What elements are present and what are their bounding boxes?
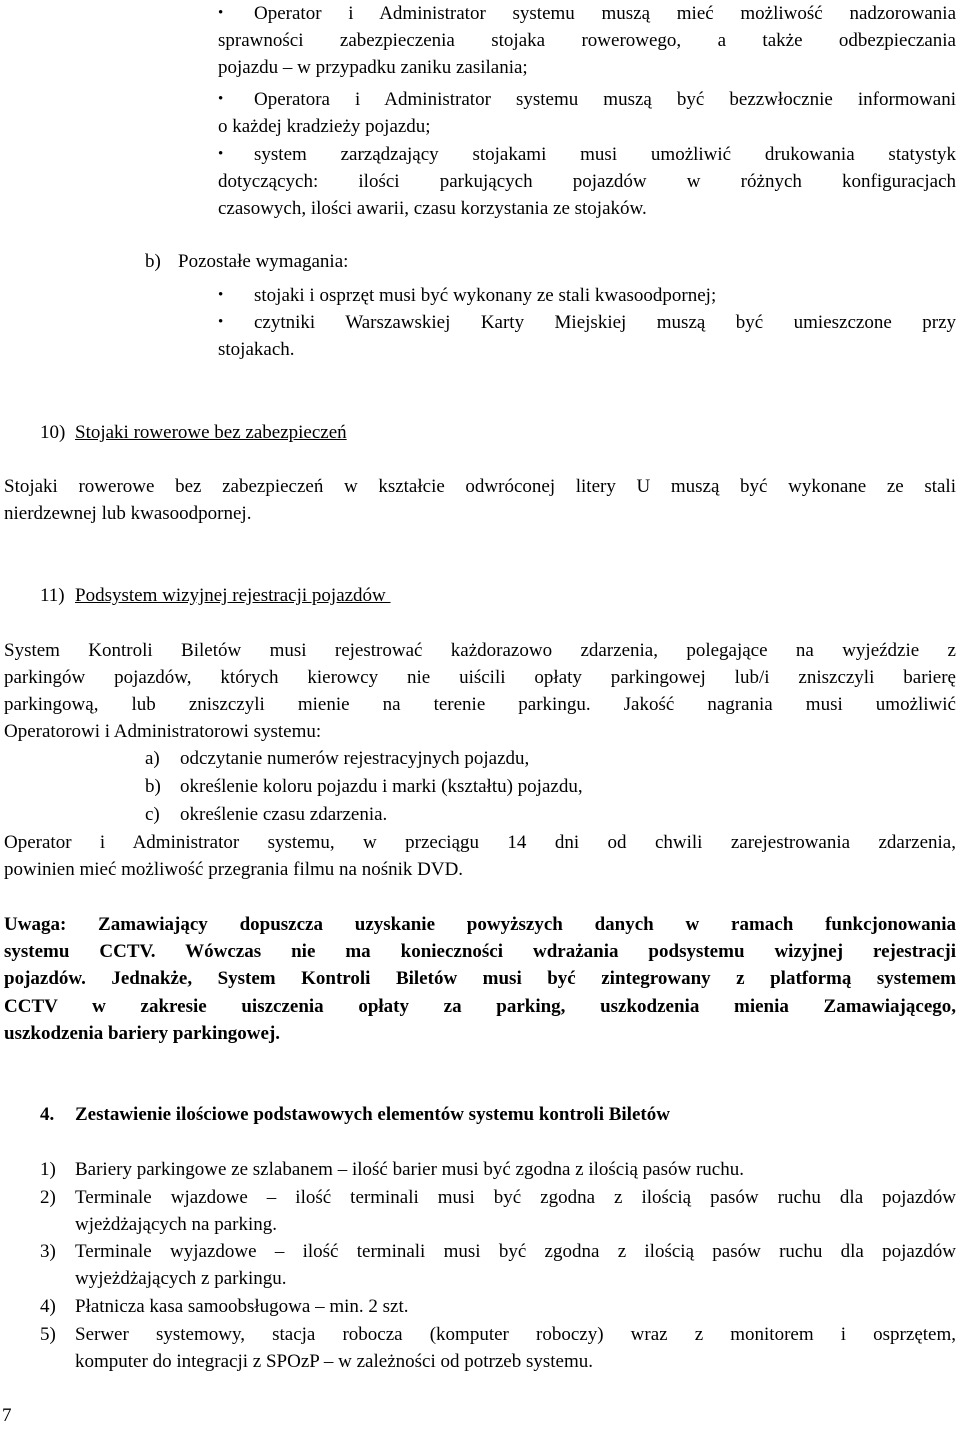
bullet-3-line-1: system zarządzający stojakami musi umożliwić drukowania statystyk — [254, 144, 956, 165]
s4-item-3-marker: 3) — [40, 1241, 56, 1262]
s4-item-2-marker: 2) — [40, 1187, 56, 1208]
bullet-3: • — [218, 146, 224, 162]
s4-item-2-line-1: Terminale wjazdowe – ilość terminali musi być zgodna z ilością pasów ruchu dla pojazdów — [75, 1187, 956, 1208]
s11-para1-line-3: parkingową, lub zniszczyli mienie na terenie parkingu. Jakość nagrania musi umożliwić — [4, 694, 956, 715]
s4-item-5-marker: 5) — [40, 1324, 56, 1345]
bullet-2-line-2: o każdej kradzieży pojazdu; — [218, 116, 431, 137]
b-bullet-1-line-1: stojaki i osprzęt musi być wykonany ze stali kwasoodpornej; — [254, 285, 717, 306]
s11-list-a-text: odczytanie numerów rejestracyjnych pojazdu, — [180, 748, 530, 769]
s11-note-line-1: Uwaga: Zamawiający dopuszcza uzyskanie powyższych danych w ramach funkcjonowania — [4, 914, 956, 935]
section-10-line-1: Stojaki rowerowe bez zabezpieczeń w kształcie odwróconej litery U muszą być wykonane ze stali — [4, 476, 956, 497]
s11-para2-line-1: Operator i Administrator systemu, w przeciągu 14 dni od chwili zarejestrowania zdarzenia, — [4, 832, 956, 853]
s11-para1-line-2: parkingów pojazdów, których kierowcy nie uiścili opłaty parkingowej lub/i zniszczyli barierę — [4, 667, 956, 688]
b-bullet-2-line-1: czytniki Warszawskiej Karty Miejskiej muszą być umieszczone przy — [254, 312, 956, 333]
s4-item-4-line-1: Płatnicza kasa samoobsługowa – min. 2 szt. — [75, 1296, 409, 1317]
section-b-marker: b) — [145, 251, 161, 272]
section-11-title: Podsystem wizyjnej rejestracji pojazdów — [75, 585, 391, 606]
s11-list-b-text: określenie koloru pojazdu i marki (kształtu) pojazdu, — [180, 776, 583, 797]
s11-note-line-2: systemu CCTV. Wówczas nie ma konieczności wdrażania podsystemu wizyjnej rejestracji — [4, 941, 956, 962]
s4-item-2-line-2: wjeżdżających na parking. — [75, 1214, 278, 1235]
page-number: 7 — [2, 1405, 12, 1426]
s11-para1-line-4: Operatorowi i Administratorowi systemu: — [4, 721, 322, 742]
bullet-3-line-2: dotyczących: ilości parkujących pojazdów w różnych konfiguracjach — [218, 171, 956, 192]
bullet-2-line-1: Operatora i Administrator systemu muszą być bezzwłocznie informowani — [254, 89, 956, 110]
bullet-1: • — [218, 5, 224, 21]
s4-item-1-marker: 1) — [40, 1159, 56, 1180]
s11-para1-line-1: System Kontroli Biletów musi rejestrować każdorazowo zdarzenia, polegające na wyjeździe z — [4, 640, 956, 661]
s11-note-line-3: pojazdów. Jednakże, System Kontroli Biletów musi być zintegrowany z platformą systemem — [4, 968, 956, 989]
s11-list-a-marker: a) — [145, 748, 160, 769]
section-10-title: Stojaki rowerowe bez zabezpieczeń — [75, 422, 347, 443]
bullet-1-line-2: sprawności zabezpieczenia stojaka rowerowego, a także odbezpieczania — [218, 30, 956, 51]
s4-item-4-marker: 4) — [40, 1296, 56, 1317]
bullet-1-line-3: pojazdu – w przypadku zaniku zasilania; — [218, 57, 528, 78]
section-b-title: Pozostałe wymagania: — [178, 251, 349, 272]
s4-item-3-line-1: Terminale wyjazdowe – ilość terminali musi być zgodna z ilością pasów ruchu dla pojazdów — [75, 1241, 956, 1262]
section-4-title: Zestawienie ilościowe podstawowych elementów systemu kontroli Biletów — [75, 1104, 670, 1125]
s4-item-1-line-1: Bariery parkingowe ze szlabanem – ilość barier musi być zgodna z ilością pasów ruchu. — [75, 1159, 744, 1180]
s11-list-c-text: określenie czasu zdarzenia. — [180, 804, 388, 825]
s4-item-3-line-2: wyjeżdżających z parkingu. — [75, 1268, 287, 1289]
b-bullet-2: • — [218, 314, 224, 330]
bullet-1-line-1: Operator i Administrator systemu muszą mieć możliwość nadzorowania — [254, 3, 956, 24]
section-11-number: 11) — [40, 585, 65, 606]
bullet-2: • — [218, 91, 224, 107]
s4-item-5-line-1: Serwer systemowy, stacja robocza (komputer roboczy) wraz z monitorem i osprzętem, — [75, 1324, 956, 1345]
s4-item-5-line-2: komputer do integracji z SPOzP – w zależności od potrzeb systemu. — [75, 1351, 593, 1372]
section-4-number: 4. — [40, 1104, 55, 1125]
b-bullet-2-line-2: stojakach. — [218, 339, 295, 360]
section-10-number: 10) — [40, 422, 66, 443]
s11-para2-line-2: powinien mieć możliwość przegrania filmu na nośnik DVD. — [4, 859, 464, 880]
s11-note-line-5: uszkodzenia bariery parkingowej. — [4, 1023, 281, 1044]
b-bullet-1: • — [218, 287, 224, 303]
s11-note-line-4: CCTV w zakresie uiszczenia opłaty za parking, uszkodzenia mienia Zamawiającego, — [4, 996, 956, 1017]
s11-list-c-marker: c) — [145, 804, 160, 825]
bullet-3-line-3: czasowych, ilości awarii, czasu korzystania ze stojaków. — [218, 198, 647, 219]
section-10-line-2: nierdzewnej lub kwasoodpornej. — [4, 503, 252, 524]
s11-list-b-marker: b) — [145, 776, 161, 797]
